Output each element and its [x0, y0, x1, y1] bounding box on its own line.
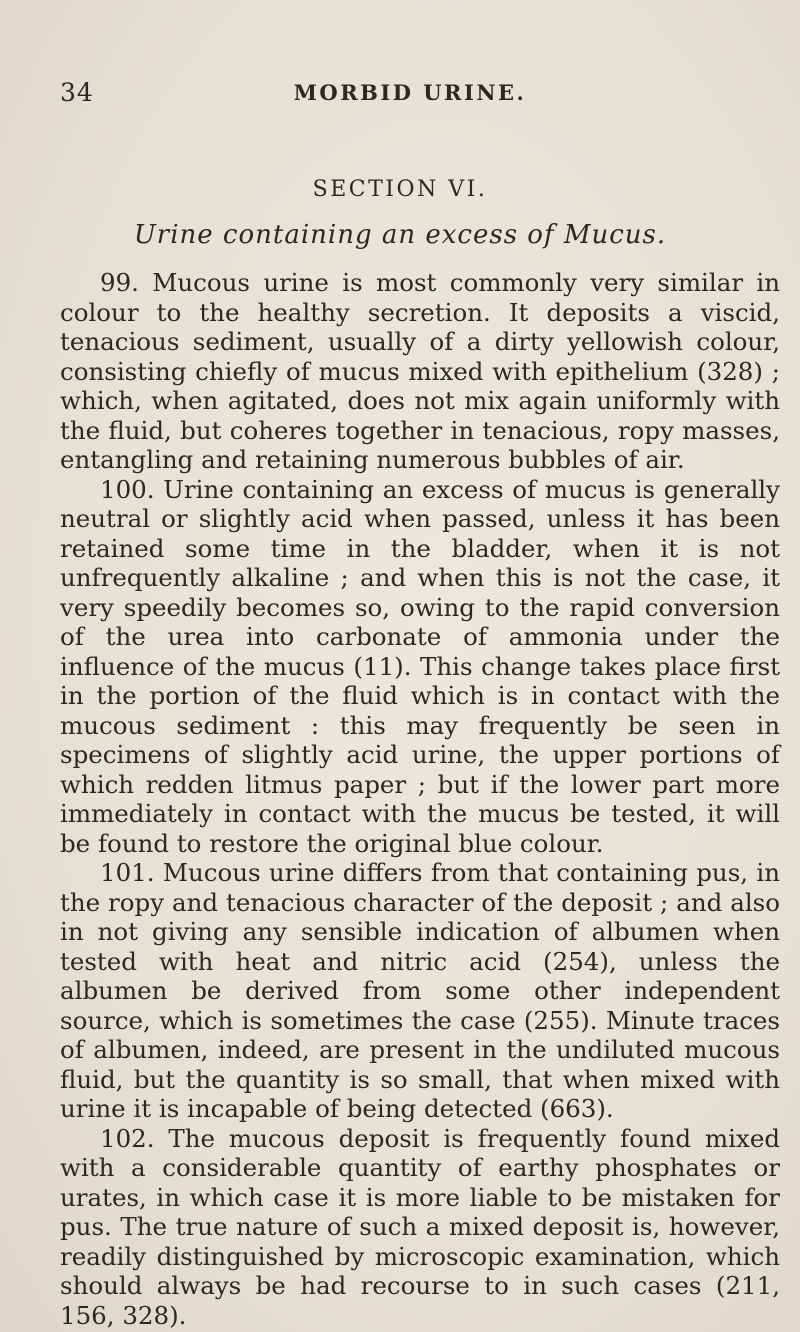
paragraph-99: 99. Mucous urine is most commonly very similar in colour to the healthy secretion. It deposits a viscid, tenacious sediment, usually of a dirty yellowish colour, consisting chiefly of mucus mixed with epithelium (328) ; which, when agitated, does not mix again uniformly with the fluid, but coheres together in tenacious, ropy masses, entangling and retaining numerous bubbles of air.: [60, 268, 780, 474]
body-text: [60, 268, 780, 1330]
paragraph-100: 100. Urine containing an excess of mucus is generally neutral or slightly acid when passed, unless it has been retained some time in the bladder, when it is not unfrequently alkaline ; and when this is not the case, it very speedily becomes so, owing to the rapid conversion of the urea into carbonate of ammonia under the influence of the mucus (11). This change takes place first in the portion of the fluid which is in contact with the mucous sediment : this may frequently be seen in specimens of slightly acid urine, the upper portions of which redden litmus paper ; but if the lower part more immediately in contact with the mucus be tested, it will be found to restore the original blue colour.: [60, 474, 780, 858]
page-number: 34: [60, 78, 94, 107]
running-title: MORBID URINE.: [293, 80, 527, 105]
paragraph-101: 101. Mucous urine differs from that containing pus, in the ropy and tenacious character of the deposit ; and also in not giving any sensible indication of albumen when tested with heat and nitric acid (254), unless the albumen be derived from some other independent source, which is sometimes the case (255). Minute traces of albumen, indeed, are present in the undiluted mucous fluid, but the quantity is so small, that when mixed with urine it is incapable of being detected (663).: [60, 858, 780, 1123]
page-header: [60, 78, 760, 108]
section-subtitle: Urine containing an excess of Mucus.: [133, 220, 667, 250]
paragraph-102: 102. The mucous deposit is frequently found mixed with a considerable quantity of earthy phosphates or urates, in which case it is more liable to be mistaken for pus. The true nature of such a mixed deposit is, however, readily distinguished by microscopic examination, which should always be had recourse to in such cases (211, 156, 328).: [60, 1123, 780, 1330]
section-title: SECTION VI.: [312, 177, 488, 202]
